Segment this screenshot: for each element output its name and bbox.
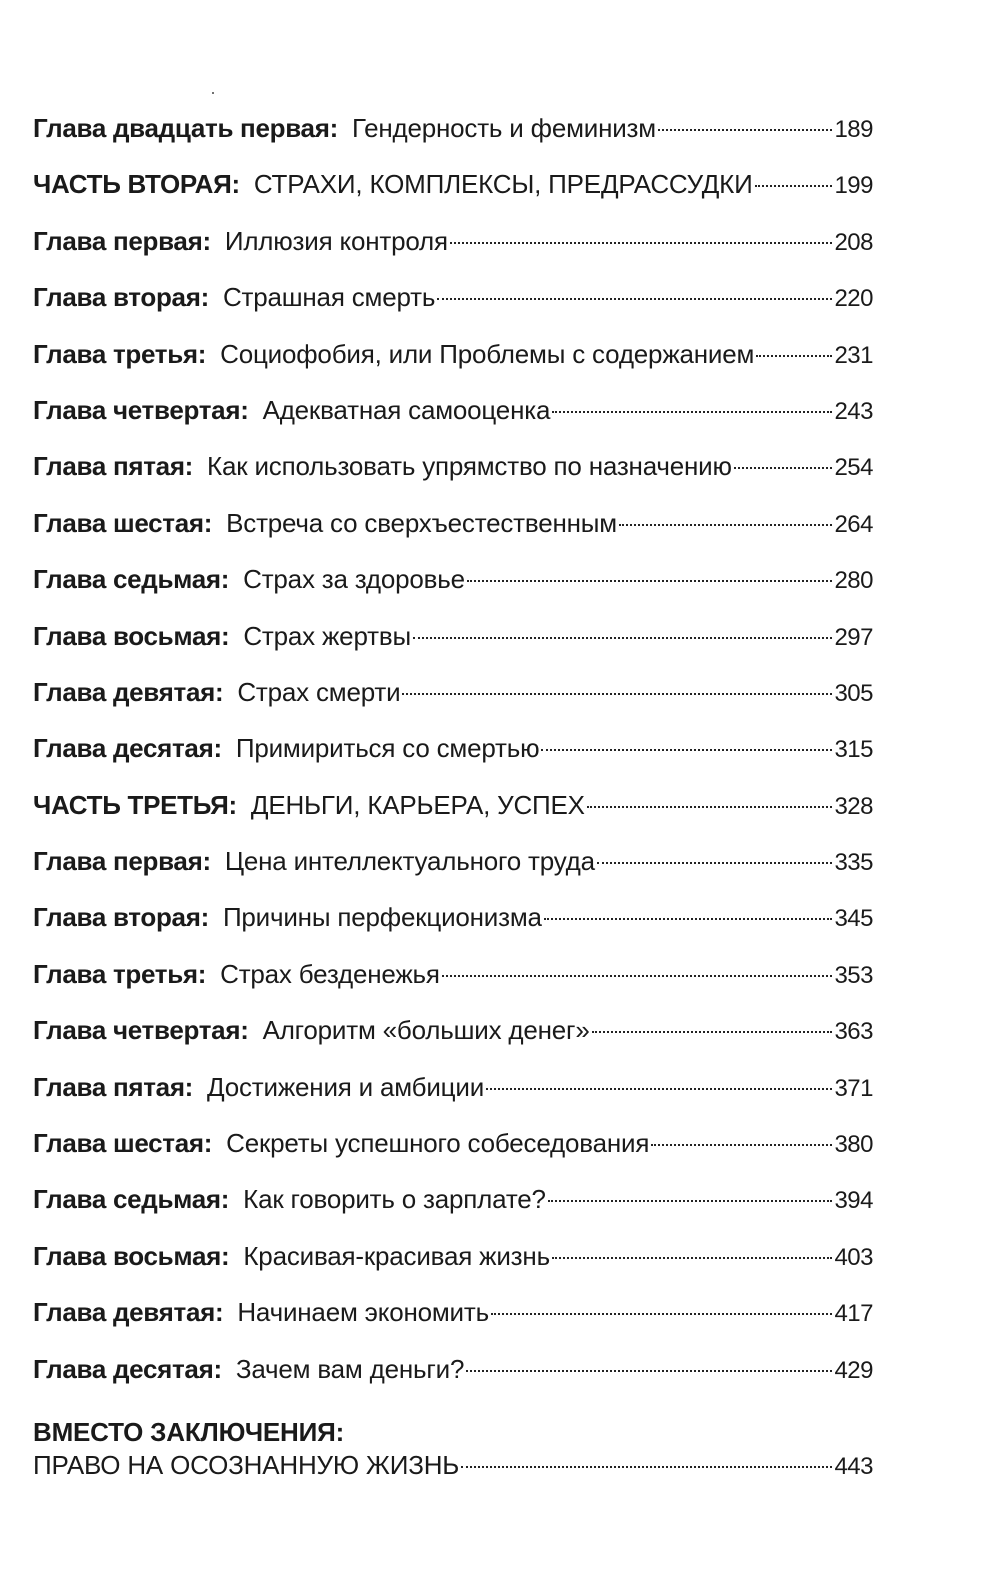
- dot-leader: [442, 975, 833, 977]
- dot-leader: [450, 242, 833, 244]
- toc-entry-title: ДЕНЬГИ, КАРЬЕРА, УСПЕХ: [250, 789, 585, 820]
- toc-entry-title: Секреты успешного собеседования: [226, 1128, 650, 1159]
- dot-leader: [587, 806, 833, 808]
- dot-leader: [552, 411, 832, 413]
- conclusion-title: ПРАВО НА ОСОЗНАННУЮ ЖИЗНЬ: [33, 1449, 460, 1480]
- toc-chapter-row[interactable]: [33, 1072, 873, 1128]
- conclusion-heading: ВМЕСТО ЗАКЛЮЧЕНИЯ:: [33, 1416, 345, 1447]
- dot-leader: [755, 185, 833, 187]
- toc-entry-label: Глава первая:: [33, 225, 211, 256]
- dot-leader: [541, 749, 832, 751]
- toc-chapter-row[interactable]: [33, 395, 873, 451]
- toc-list: [33, 113, 873, 1410]
- toc-chapter-row[interactable]: [33, 1241, 873, 1297]
- toc-entry-label: Глава пятая:: [33, 451, 194, 482]
- toc-entry-page-number: 429: [834, 1356, 873, 1384]
- dot-leader: [466, 1370, 832, 1372]
- toc-entry-page-number: 371: [834, 1074, 873, 1102]
- toc-chapter-row[interactable]: [33, 1297, 873, 1353]
- toc-entry-page-number: 417: [834, 1300, 873, 1328]
- toc-entry-label: ЧАСТЬ ВТОРАЯ:: [33, 169, 240, 200]
- dot-leader: [544, 918, 833, 920]
- toc-entry-page-number: 297: [834, 623, 873, 651]
- dot-leader: [467, 580, 833, 582]
- toc-chapter-row[interactable]: [33, 959, 873, 1015]
- toc-chapter-row[interactable]: [33, 1354, 873, 1410]
- toc-entry-title: Страх за здоровье: [243, 564, 465, 595]
- dot-leader: [651, 1144, 832, 1146]
- toc-entry-page-number: 243: [834, 397, 873, 425]
- toc-entry-page-number: 335: [834, 849, 873, 877]
- toc-entry-title: Социофобия, или Проблемы с содержанием: [220, 338, 755, 369]
- toc-entry-page-number: 403: [834, 1243, 873, 1271]
- toc-entry-title: Адекватная самооценка: [262, 394, 551, 425]
- toc-entry-title: Достижения и амбиции: [207, 1071, 485, 1102]
- toc-entry-label: Глава седьмая:: [33, 564, 230, 595]
- toc-entry-page-number: 380: [834, 1131, 873, 1159]
- toc-entry-page-number: 280: [834, 567, 873, 595]
- toc-entry-label: Глава восьмая:: [33, 620, 230, 651]
- dot-leader: [461, 1466, 832, 1468]
- toc-entry-page-number: 315: [834, 736, 873, 764]
- toc-entry-title: Как говорить о зарплате?: [243, 1184, 546, 1215]
- toc-entry-label: Глава десятая:: [33, 733, 222, 764]
- toc-chapter-row[interactable]: [33, 733, 873, 789]
- dot-leader: [402, 693, 832, 695]
- toc-entry-title: Начинаем экономить: [237, 1297, 489, 1328]
- toc-entry-title: Алгоритм «больших денег»: [262, 1015, 590, 1046]
- toc-entry-page-number: 231: [834, 341, 873, 369]
- dot-leader: [437, 298, 832, 300]
- toc-entry-page-number: 363: [834, 1018, 873, 1046]
- toc-entry-label: Глава пятая:: [33, 1071, 194, 1102]
- toc-entry-label: Глава девятая:: [33, 676, 224, 707]
- toc-chapter-row[interactable]: [33, 1128, 873, 1184]
- toc-entry-label: Глава третья:: [33, 338, 207, 369]
- toc-entry-title: Встреча со сверхъестественным: [226, 507, 617, 538]
- toc-entry-label: Глава шестая:: [33, 507, 213, 538]
- toc-chapter-row[interactable]: [33, 226, 873, 282]
- toc-entry-title: Причины перфекционизма: [222, 902, 542, 933]
- toc-entry-label: Глава первая:: [33, 846, 211, 877]
- paper-speck: [212, 92, 214, 94]
- dot-leader: [619, 524, 833, 526]
- dot-leader: [734, 467, 833, 469]
- toc-entry-page-number: 254: [834, 454, 873, 482]
- toc-chapter-row[interactable]: [33, 282, 873, 338]
- toc-part-row[interactable]: [33, 790, 873, 846]
- toc-entry-label: Глава шестая:: [33, 1128, 213, 1159]
- toc-entry-page-number: 394: [834, 1187, 873, 1215]
- dot-leader: [756, 355, 832, 357]
- toc-conclusion[interactable]: [33, 1416, 873, 1484]
- toc-entry-page-number: 189: [834, 116, 873, 143]
- toc-chapter-row[interactable]: [33, 113, 873, 169]
- dot-leader: [548, 1200, 833, 1202]
- toc-entry-label: Глава четвертая:: [33, 394, 249, 425]
- toc-entry-title: Страх смерти: [237, 676, 401, 707]
- toc-entry-label: Глава девятая:: [33, 1297, 224, 1328]
- dot-leader: [413, 637, 833, 639]
- dot-leader: [486, 1088, 832, 1090]
- toc-entry-page-number: 220: [834, 285, 873, 313]
- toc-entry-page-number: 264: [834, 510, 873, 538]
- toc-chapter-row[interactable]: [33, 508, 873, 564]
- conclusion-page-number: 443: [834, 1452, 873, 1480]
- toc-entry-page-number: 199: [834, 172, 873, 200]
- toc-entry-title: Красивая-красивая жизнь: [243, 1240, 550, 1271]
- dot-leader: [592, 1031, 833, 1033]
- toc-chapter-row[interactable]: [33, 902, 873, 958]
- toc-entry-page-number: 345: [834, 905, 873, 933]
- toc-chapter-row[interactable]: [33, 1184, 873, 1240]
- table-of-contents: [33, 113, 873, 1484]
- toc-chapter-row[interactable]: [33, 677, 873, 733]
- dot-leader: [552, 1257, 833, 1259]
- toc-entry-page-number: 328: [834, 792, 873, 820]
- dot-leader: [597, 862, 833, 864]
- toc-entry-title: Примириться со смертью: [235, 733, 540, 764]
- toc-entry-label: Глава третья:: [33, 958, 207, 989]
- toc-entry-title: СТРАХИ, КОМПЛЕКСЫ, ПРЕДРАССУДКИ: [253, 169, 753, 200]
- toc-entry-label: Глава десятая:: [33, 1353, 222, 1384]
- toc-entry-title: Страх безденежья: [220, 958, 440, 989]
- toc-entry-title: Страх жертвы: [243, 620, 411, 651]
- toc-part-row[interactable]: [33, 169, 873, 225]
- toc-chapter-row[interactable]: [33, 846, 873, 902]
- toc-entry-label: Глава двадцать первая:: [33, 113, 338, 143]
- toc-entry-title: Страшная смерть: [222, 282, 436, 313]
- toc-chapter-row[interactable]: [33, 1015, 873, 1071]
- toc-entry-label: Глава вторая:: [33, 282, 209, 313]
- toc-entry-label: Глава седьмая:: [33, 1184, 230, 1215]
- toc-chapter-row[interactable]: [33, 564, 873, 620]
- toc-entry-label: Глава вторая:: [33, 902, 209, 933]
- toc-chapter-row[interactable]: [33, 451, 873, 507]
- toc-entry-title: Как использовать упрямство по назначению: [207, 451, 732, 482]
- toc-entry-label: ЧАСТЬ ТРЕТЬЯ:: [33, 789, 237, 820]
- toc-entry-title: Иллюзия контроля: [224, 225, 448, 256]
- toc-entry-page-number: 353: [834, 961, 873, 989]
- toc-entry-title: Гендерность и феминизм: [351, 113, 656, 143]
- toc-entry-title: Зачем вам деньги?: [235, 1353, 465, 1384]
- toc-entry-page-number: 208: [834, 228, 873, 256]
- toc-entry-label: Глава четвертая:: [33, 1015, 249, 1046]
- dot-leader: [491, 1313, 833, 1315]
- dot-leader: [658, 129, 832, 131]
- conclusion-row: [33, 1448, 873, 1484]
- toc-entry-page-number: 305: [834, 679, 873, 707]
- toc-chapter-row[interactable]: [33, 339, 873, 395]
- toc-chapter-row[interactable]: [33, 621, 873, 677]
- toc-entry-label: Глава восьмая:: [33, 1240, 230, 1271]
- toc-entry-title: Цена интеллектуального труда: [224, 846, 595, 877]
